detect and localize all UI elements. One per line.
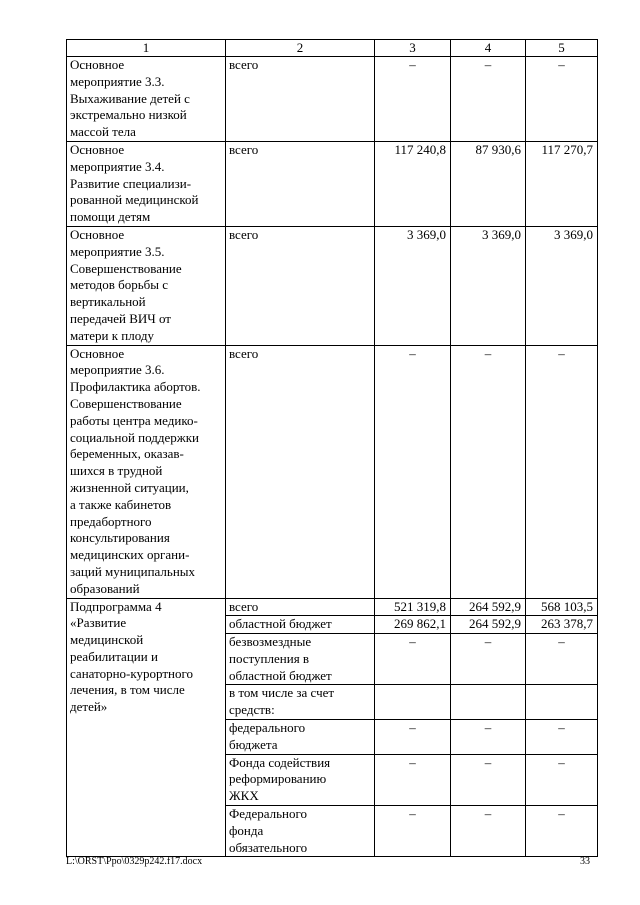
text-line: областной бюджет	[229, 667, 332, 683]
amount-value: 3 369,0	[451, 226, 526, 345]
text-line: Выхаживание детей с	[70, 90, 190, 106]
text-line: Развитие специализи-	[70, 175, 192, 191]
text-line: Подпрограмма 4	[70, 598, 162, 614]
text-line: методов борьбы с	[70, 277, 169, 293]
amount-value: 264 592,9	[451, 598, 526, 616]
text-line: массой тела	[70, 124, 136, 140]
amount-value	[451, 685, 526, 720]
text-line: заций муниципальных	[70, 563, 196, 579]
text-line: Фонда содействия	[229, 754, 331, 770]
text-line: бюджета	[229, 736, 278, 752]
text-line: «Развитие	[70, 615, 127, 631]
text-line: социальной поддержки	[70, 429, 199, 445]
text-line: Основное	[70, 57, 125, 72]
amount-value	[375, 685, 451, 720]
text-line: передачей ВИЧ от	[70, 310, 171, 326]
empty-value-dash: –	[451, 634, 526, 685]
funding-source-cell	[226, 634, 375, 685]
text-line: областной бюджет	[229, 616, 332, 632]
empty-value-dash: –	[526, 754, 598, 805]
text-line: мероприятие 3.6.	[70, 362, 165, 378]
text-line: образований	[70, 580, 140, 596]
activity-row	[67, 57, 598, 142]
text-line: детей»	[70, 699, 108, 715]
subprogram-row	[67, 598, 598, 616]
empty-value-dash: –	[451, 720, 526, 755]
text-line: Совершенствование	[70, 260, 182, 276]
text-line: реформированию	[229, 771, 327, 787]
empty-value-dash: –	[451, 57, 526, 142]
empty-value-dash: –	[375, 754, 451, 805]
column-number-row	[67, 40, 598, 57]
text-line: Федерального	[229, 806, 308, 822]
column-number: 5	[526, 40, 598, 57]
column-number: 4	[451, 40, 526, 57]
text-line: мероприятие 3.4.	[70, 158, 165, 174]
funding-source-cell	[226, 598, 375, 616]
text-line: средств:	[229, 702, 275, 718]
text-line: беременных, оказав-	[70, 446, 184, 462]
text-line: фонда	[229, 822, 264, 838]
funding-source-cell: всего	[226, 57, 375, 142]
text-line: мероприятие 3.3.	[70, 73, 165, 89]
column-number: 3	[375, 40, 451, 57]
empty-value-dash: –	[526, 806, 598, 857]
funding-source-cell	[226, 685, 375, 720]
text-line: в том числе за счет	[229, 685, 335, 701]
text-line: помощи детям	[70, 209, 151, 225]
funding-source-cell	[226, 806, 375, 857]
activity-row	[67, 141, 598, 226]
text-line: консультирования	[70, 530, 170, 546]
empty-value-dash: –	[526, 720, 598, 755]
funding-source-cell: всего	[226, 345, 375, 598]
amount-value: 269 862,1	[375, 616, 451, 634]
text-line: Основное	[70, 345, 125, 361]
amount-value: 117 240,8	[375, 141, 451, 226]
amount-value: 263 378,7	[526, 616, 598, 634]
text-line: работы центра медико-	[70, 412, 198, 428]
amount-value: 87 930,6	[451, 141, 526, 226]
empty-value-dash: –	[526, 57, 598, 142]
funding-source-cell: всего	[226, 226, 375, 345]
text-line: экстремально низкой	[70, 107, 187, 123]
activity-name-cell	[67, 226, 226, 345]
empty-value-dash: –	[526, 345, 598, 598]
amount-value: 3 369,0	[526, 226, 598, 345]
empty-value-dash: –	[451, 345, 526, 598]
amount-value	[526, 685, 598, 720]
text-line: мероприятие 3.5.	[70, 243, 165, 259]
footer-page-number: 33	[580, 856, 590, 867]
funding-source-cell	[226, 720, 375, 755]
funding-source-cell	[226, 616, 375, 634]
empty-value-dash: –	[375, 57, 451, 142]
activity-name-cell	[67, 57, 226, 142]
empty-value-dash: –	[375, 806, 451, 857]
budget-table-body	[67, 40, 598, 857]
empty-value-dash: –	[526, 634, 598, 685]
text-line: вертикальной	[70, 294, 146, 310]
amount-value: 521 319,8	[375, 598, 451, 616]
text-line: Совершенствование	[70, 395, 182, 411]
text-line: матери к плоду	[70, 327, 154, 343]
text-line: всего	[229, 598, 259, 614]
text-line: лечения, в том числе	[70, 682, 185, 698]
text-line: Основное	[70, 141, 125, 157]
empty-value-dash: –	[375, 345, 451, 598]
empty-value-dash: –	[451, 754, 526, 805]
empty-value-dash: –	[375, 720, 451, 755]
text-line: предабортного	[70, 513, 152, 529]
text-line: поступления в	[229, 650, 310, 666]
text-line: ЖКХ	[229, 788, 259, 804]
text-line: жизненной ситуации,	[70, 479, 189, 495]
column-number: 1	[67, 40, 226, 57]
activity-name-cell	[67, 345, 226, 598]
funding-source-cell: всего	[226, 141, 375, 226]
amount-value: 117 270,7	[526, 141, 598, 226]
text-line: реабилитации и	[70, 648, 158, 664]
activity-row	[67, 345, 598, 598]
empty-value-dash: –	[451, 806, 526, 857]
activity-name-cell	[67, 141, 226, 226]
text-line: санаторно-курортного	[70, 665, 193, 681]
text-line: Основное	[70, 226, 125, 242]
budget-table	[66, 39, 598, 857]
amount-value: 264 592,9	[451, 616, 526, 634]
text-line: медицинской	[70, 632, 144, 648]
column-number: 2	[226, 40, 375, 57]
text-line: медицинских органи-	[70, 547, 190, 563]
text-line: рованной медицинской	[70, 192, 199, 208]
activity-row	[67, 226, 598, 345]
amount-value: 568 103,5	[526, 598, 598, 616]
subprogram-name-cell	[67, 598, 226, 857]
text-line: обязательного	[229, 839, 308, 855]
text-line: безвозмездные	[229, 634, 312, 650]
text-line: Профилактика абортов.	[70, 379, 201, 395]
footer-file-path: L:\ORST\Ppo\0329p242.f17.docx	[66, 856, 203, 867]
funding-source-cell	[226, 754, 375, 805]
empty-value-dash: –	[375, 634, 451, 685]
text-line: федерального	[229, 720, 306, 736]
text-line: а также кабинетов	[70, 496, 172, 512]
amount-value: 3 369,0	[375, 226, 451, 345]
text-line: шихся в трудной	[70, 463, 163, 479]
